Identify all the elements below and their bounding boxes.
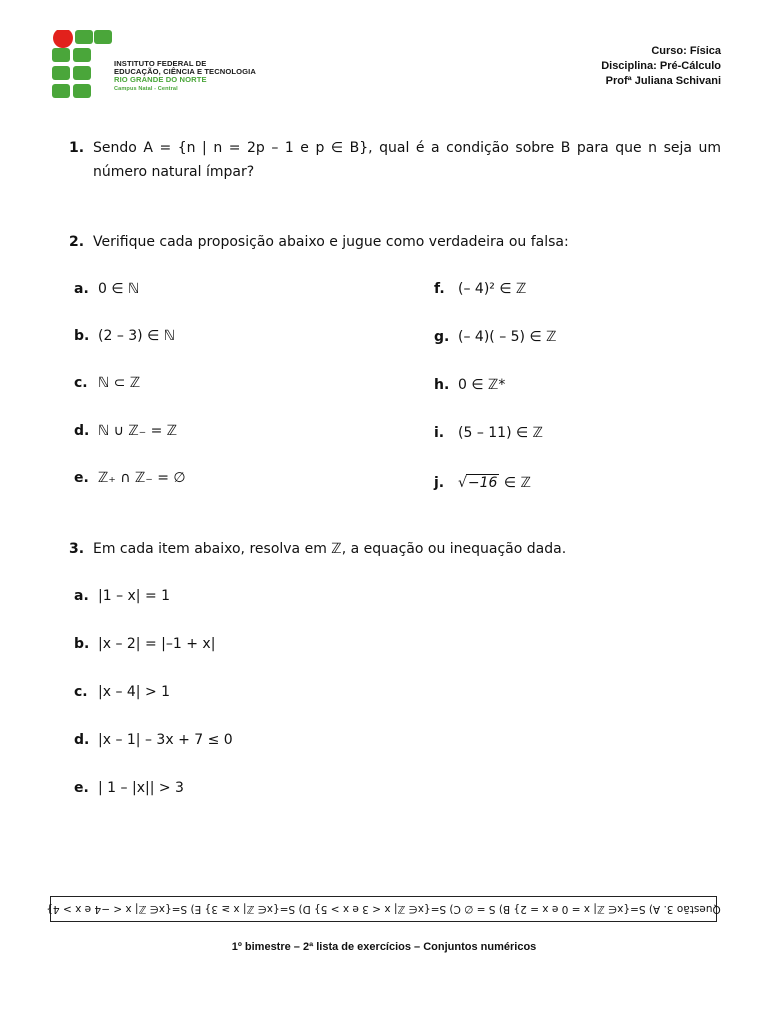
question-3-number: 3.: [69, 541, 85, 557]
sqrt-symbol: √: [458, 475, 467, 491]
item-expression: |1 – x| = 1: [98, 588, 171, 604]
item-label: j.: [434, 475, 445, 491]
item-label: g.: [434, 329, 450, 345]
item-label: a.: [74, 281, 89, 297]
item-expression: | 1 – |x|| > 3: [98, 780, 184, 796]
institution-line-1: INSTITUTO FEDERAL DE: [114, 59, 207, 68]
ifrn-logo: [52, 30, 112, 98]
question-2: [69, 230, 721, 254]
institution-line-2: EDUCAÇÃO, CIÊNCIA E TECNOLOGIA: [114, 67, 256, 77]
q3-item-e: [74, 780, 184, 796]
question-2-text: Verifique cada proposição abaixo e jugue como verdadeira ou falsa:: [93, 234, 569, 250]
item-label: i.: [434, 425, 445, 441]
item-expression: |x – 1| – 3x + 7 ≤ 0: [98, 732, 233, 748]
sqrt-radicand: −16: [467, 475, 498, 491]
question-3: [69, 537, 721, 561]
item-expression: (5 – 11) ∈ ℤ: [458, 425, 544, 441]
discipline-name: Disciplina: Pré-Cálculo: [601, 60, 721, 72]
item-label: d.: [74, 423, 90, 439]
question-2-number: 2.: [69, 234, 85, 250]
item-expression-suffix: ∈ ℤ: [499, 475, 531, 491]
institution-name: [114, 60, 256, 93]
item-expression: |x – 2| = |–1 + x|: [98, 636, 216, 652]
item-expression: ℤ₊ ∩ ℤ₋ = ∅: [98, 470, 186, 486]
teacher-name: Profª Juliana Schivani: [605, 75, 721, 87]
q2-item-h: [434, 377, 505, 393]
item-expression: 0 ∈ ℕ: [98, 281, 140, 297]
answer-key-box: [46, 896, 721, 922]
item-expression: 0 ∈ ℤ*: [458, 377, 506, 393]
item-label: c.: [74, 684, 88, 700]
item-expression: (– 4)( – 5) ∈ ℤ: [458, 329, 557, 345]
course-name: Curso: Física: [651, 45, 721, 57]
institution-line-3: RIO GRANDE DO NORTE: [114, 75, 207, 85]
q2-item-j: [434, 474, 531, 491]
item-expression: ℕ ⊂ ℤ: [98, 375, 141, 391]
item-expression: ℕ ∪ ℤ₋ = ℤ: [98, 423, 178, 439]
question-1-text: Sendo A = {n | n = 2p – 1 e p ∈ B}, qual é a condição sobre B para que n seja um número natural ímpar?: [93, 140, 721, 180]
item-expression: |x – 4| > 1: [98, 684, 171, 700]
item-expression: (– 4)² ∈ ℤ: [458, 281, 527, 297]
item-expression: (2 – 3) ∈ ℕ: [98, 328, 175, 344]
page-footer: 1º bimestre – 2ª lista de exercícios – Conjuntos numéricos: [231, 941, 537, 953]
q3-item-b: [74, 636, 215, 652]
q2-item-i: [434, 425, 543, 441]
item-label: a.: [74, 588, 89, 604]
q3-item-a: [74, 588, 170, 604]
q2-item-c: [74, 375, 140, 391]
q2-item-g: [434, 329, 557, 345]
q3-item-c: [74, 684, 170, 700]
q2-item-d: [74, 423, 177, 439]
q2-item-f: [434, 281, 526, 297]
q3-item-d: [74, 732, 233, 748]
institution-line-4: Campus Natal - Central: [114, 85, 178, 92]
item-label: d.: [74, 732, 90, 748]
item-label: b.: [74, 328, 90, 344]
item-label: f.: [434, 281, 445, 297]
question-1-number: 1.: [69, 140, 85, 156]
question-1: [69, 136, 721, 184]
item-label: h.: [434, 377, 450, 393]
q2-item-b: [74, 328, 175, 344]
item-label: e.: [74, 470, 89, 486]
item-label: b.: [74, 636, 90, 652]
q2-item-a: [74, 281, 139, 297]
q2-item-e: [74, 470, 186, 486]
course-info: [601, 44, 721, 89]
item-label: c.: [74, 375, 88, 391]
answer-key-text: Questão 3. A) S={x∈ ℤ| x = 0 e x = 2} B) S = ∅ C) S={x∈ ℤ| x < 3 e x > 5} D) S={x∈ ℤ| x ≥ 3} E) S={x∈ ℤ| x < −4 e x > 4}: [46, 903, 721, 915]
question-3-text: Em cada item abaixo, resolva em ℤ, a equação ou inequação dada.: [93, 541, 567, 557]
item-label: e.: [74, 780, 89, 796]
